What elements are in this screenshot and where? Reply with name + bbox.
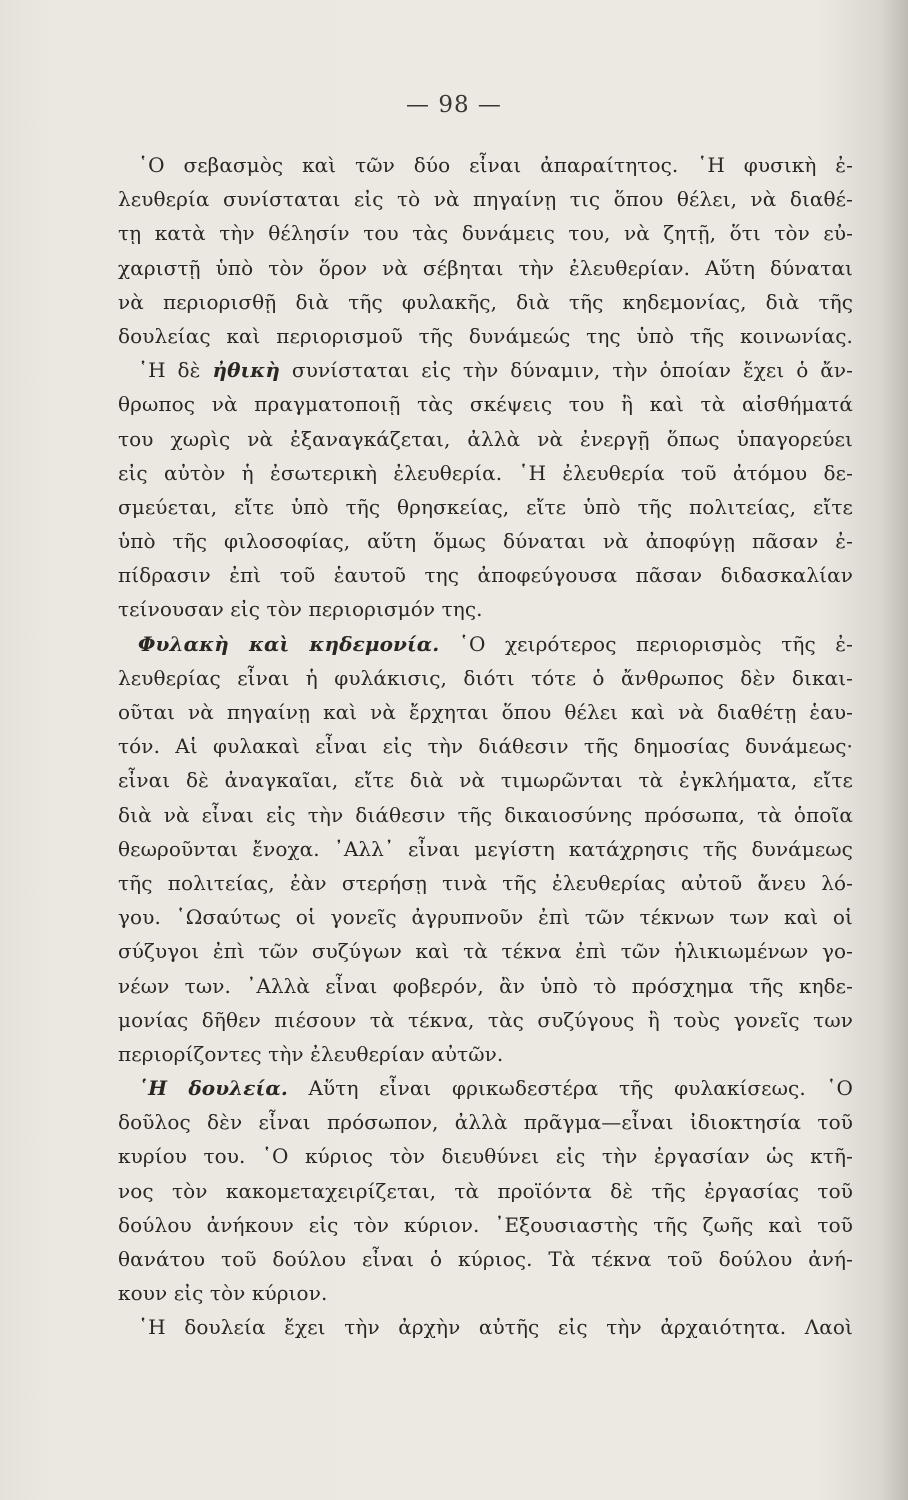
line-text: σύζυγοι ἐπὶ τῶν συζύγων καὶ τὰ τέκνα ἐπὶ τῶν ἡλικιωμένων γο- [118,939,853,964]
text-line [118,661,853,695]
text-line [118,1003,853,1037]
text-line [118,763,853,797]
text-line [118,1105,853,1139]
line-text: του χωρὶς νὰ ἐξαναγκάζεται, ἀλλὰ νὰ ἐνεργῇ ὅπως ὑπαγορεύει [118,426,853,451]
text-line [118,1139,853,1173]
emphasis-heading: ἠθικὴ [212,358,281,383]
line-text: ὑπὸ τῆς φιλοσοφίας, αὕτη ὅμως δύναται νὰ ἀποφύγῃ πᾶσαν ἐ- [118,529,853,554]
emphasis-heading: Φυλακὴ καὶ κηδεμονία. [138,631,440,656]
line-text: νος τὸν κακομεταχειρίζεται, τὰ προϊόντα δὲ τῆς ἐργασίας τοῦ [118,1178,853,1203]
line-text: ῾Η δουλεία ἔχει τὴν ἀρχὴν αὐτῆς εἰς τὴν ἀρχαιότητα. Λαοὶ [138,1315,853,1340]
line-text: εἰς αὐτὸν ἡ ἐσωτερικὴ ἐλευθερία. ῾Η ἐλευθερία τοῦ ἀτόμου δε- [118,460,853,485]
line-text: διὰ νὰ εἶναι εἰς τὴν διάθεσιν τῆς δικαιοσύνης πρόσωπα, τὰ ὁποῖα [118,802,853,827]
line-text: νέων των. ᾿Αλλὰ εἶναι φοβερόν, ἂν ὑπὸ τὸ πρόσχημα τῆς κηδε- [118,973,853,998]
line-text: λευθερίας εἶναι ἡ φυλάκισις, διότι τότε ὁ ἄνθρωπος δὲν δικαι- [118,665,853,690]
line-text: δουλείας καὶ περιορισμοῦ τῆς δυνάμεώς της ὑπὸ τῆς κοινωνίας. [118,323,853,348]
line-text: λευθερία συνίσταται εἰς τὸ νὰ πηγαίνῃ τις ὅπου θέλει, νὰ διαθέ- [118,187,853,212]
line-text: σμεύεται, εἴτε ὑπὸ τῆς θρησκείας, εἴτε ὑπὸ τῆς πολιτείας, εἴτε [118,494,853,519]
line-text: συνίσταται εἰς τὴν δύναμιν, τὴν ὁποίαν ἔχει ὁ ἄν- [280,358,854,383]
text-line [118,353,853,387]
line-text: δοῦλος δὲν εἶναι πρόσωπον, ἀλλὰ πρᾶγμα—εἶναι ἰδιοκτησία τοῦ [118,1110,853,1135]
text-line [118,695,853,729]
text-line [118,251,853,285]
text-line [118,592,853,626]
text-line [118,832,853,866]
line-text: ῾Ο χειρότερος περιορισμὸς τῆς ἐ- [439,631,853,656]
line-text: νὰ περιορισθῇ διὰ τῆς φυλακῆς, διὰ τῆς κηδεμονίας, διὰ τῆς [118,289,853,314]
text-line [118,1242,853,1276]
text-line [118,387,853,421]
line-text: τόν. Αἱ φυλακαὶ εἶναι εἰς τὴν διάθεσιν τῆς δημοσίας δυνάμεως· [118,734,853,759]
text-line [118,1276,853,1310]
line-text: πίδρασιν ἐπὶ τοῦ ἑαυτοῦ της ἀποφεύγουσα πᾶσαν διδασκαλίαν [118,563,853,588]
text-line [118,490,853,524]
text-line [118,216,853,250]
line-text: οῦται νὰ πηγαίνῃ καὶ νὰ ἔρχηται ὅπου θέλει καὶ νὰ διαθέτῃ ἑαυ- [118,700,853,724]
line-text: θρωπος νὰ πραγματοποιῇ τὰς σκέψεις του ἢ καὶ τὰ αἰσθήματά [118,392,853,417]
text-line [118,627,853,661]
text-line [118,934,853,968]
text-line [118,729,853,763]
text-line [118,319,853,353]
page-number: — 98 — [406,92,502,118]
line-text: Αὕτη εἶναι φρικωδεστέρα τῆς φυλακίσεως. ῾Ο [287,1076,853,1101]
text-line [118,969,853,1003]
text-line [118,1310,853,1344]
line-text: εἶναι δὲ ἀναγκαῖαι, εἴτε διὰ νὰ τιμωρῶνται τὰ ἐγκλήματα, εἴτε [118,768,853,793]
text-line [118,798,853,832]
body-text [118,148,853,1345]
line-text: κυρίου του. ῾Ο κύριος τὸν διευθύνει εἰς τὴν ἐργασίαν ὡς κτῆ- [118,1144,853,1169]
text-line [118,422,853,456]
line-text: δούλου ἀνήκουν εἰς τὸν κύριον. ᾿Εξουσιαστὴς τῆς ζωῆς καὶ τοῦ [118,1212,853,1237]
text-line [118,182,853,216]
text-line [118,285,853,319]
line-text: μονίας δῆθεν πιέσουν τὰ τέκνα, τὰς συζύγους ἢ τοὺς γονεῖς των [118,1007,853,1032]
line-text: τῃ κατὰ τὴν θέλησίν του τὰς δυνάμεις του, νὰ ζητῇ, ὅτι τὸν εὐ- [118,221,853,246]
text-line [118,558,853,592]
line-text: κουν εἰς τὸν κύριον. [118,1281,328,1306]
line-text: ῾Ο σεβασμὸς καὶ τῶν δύο εἶναι ἀπαραίτητος. ῾Η φυσικὴ ἐ- [138,153,853,177]
line-text: γου. ῾Ωσαύτως οἱ γονεῖς ἀγρυπνοῦν ἐπὶ τῶν τέκνων των καὶ οἱ [118,905,853,930]
line-text: θανάτου τοῦ δούλου εἶναι ὁ κύριος. Τὰ τέκνα τοῦ δούλου ἀνή- [118,1247,853,1271]
text-line [118,524,853,558]
line-text: τείνουσαν εἰς τὸν περιορισμόν της. [118,597,483,622]
line-text: θεωροῦνται ἔνοχα. ᾿Αλλ᾽ εἶναι μεγίστη κατάχρησις τῆς δυνάμεως [118,836,853,861]
text-line [118,1174,853,1208]
line-prefix: ῾Η δὲ [138,358,213,383]
line-text: χαριστῇ ὑπὸ τὸν ὅρον νὰ σέβηται τὴν ἐλευθερίαν. Αὕτη δύναται [118,255,853,280]
text-line [118,900,853,934]
emphasis-heading: ῾Η δουλεία. [138,1076,288,1101]
text-line [118,866,853,900]
text-line [118,148,853,182]
line-text: τῆς πολιτείας, ἐὰν στερήσῃ τινὰ τῆς ἐλευθερίας αὐτοῦ ἄνευ λό- [118,870,853,895]
text-line [118,1208,853,1242]
line-text: περιορίζοντες τὴν ἐλευθερίαν αὐτῶν. [118,1041,504,1066]
text-line [118,1071,853,1105]
text-line [118,1037,853,1071]
text-line [118,456,853,490]
